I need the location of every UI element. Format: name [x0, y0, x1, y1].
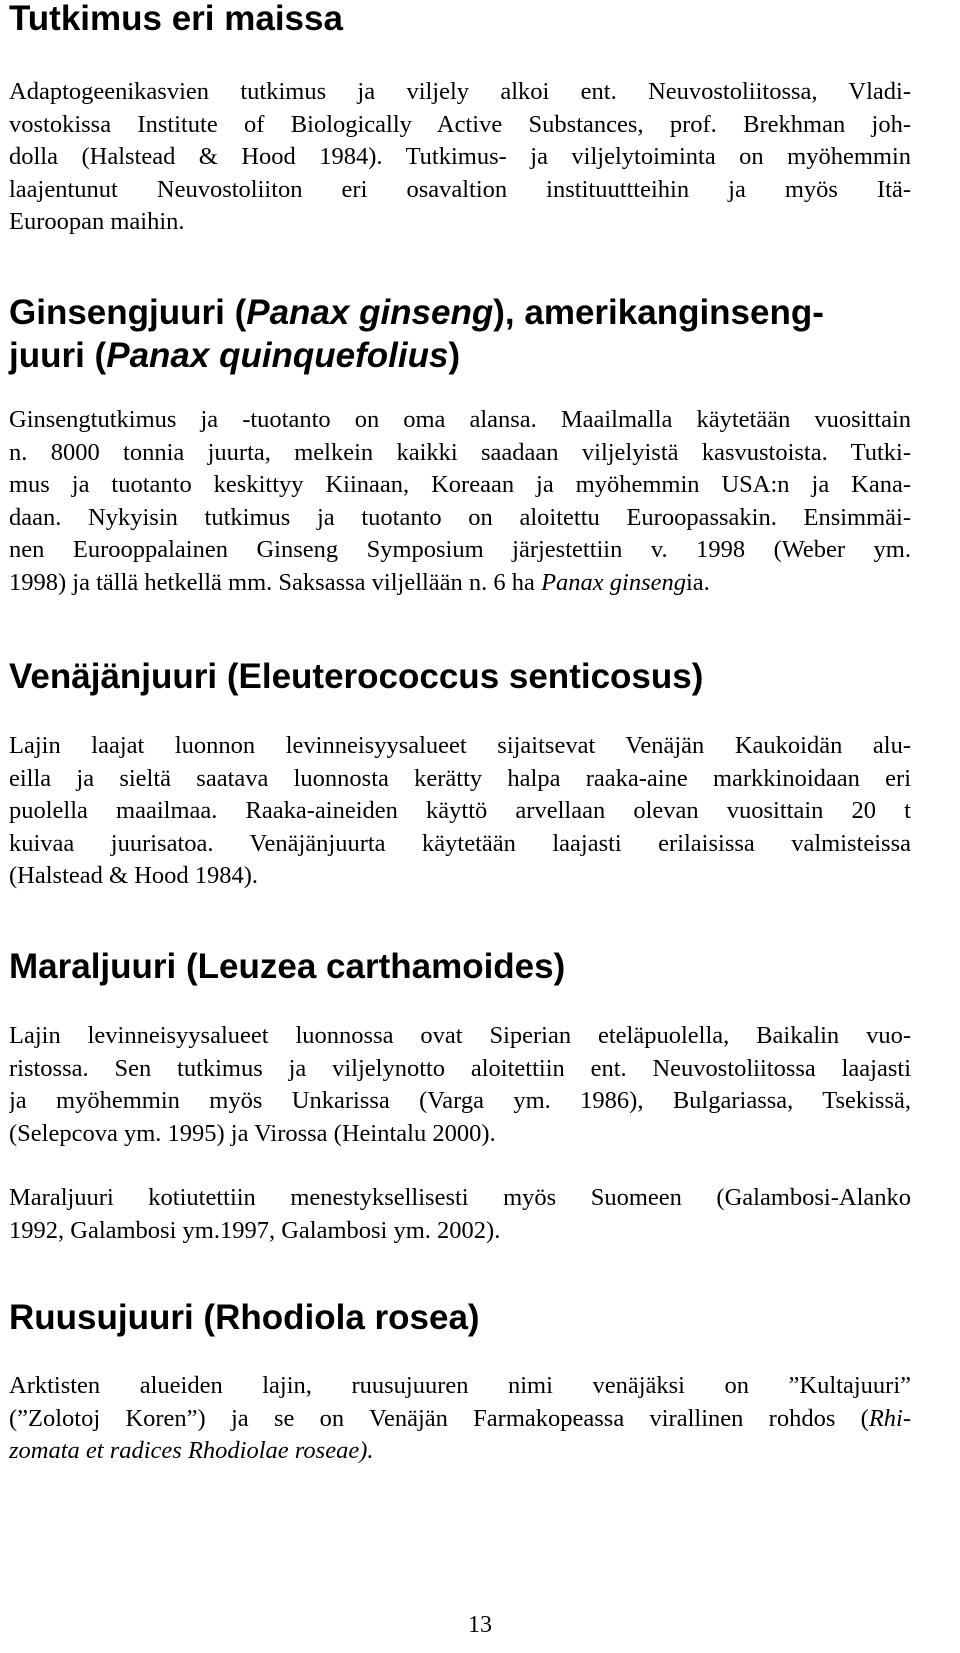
text-line: laajentunut Neuvostoliiton eri osavaltion instituuttteihin ja myös Itä-: [9, 175, 911, 203]
paragraph-maraljuuri-1: [9, 1020, 911, 1150]
text-line: vostokissa Institute of Biologically Active Substances, prof. Brekhman joh-: [9, 110, 911, 138]
text-segment: ia.: [686, 568, 710, 596]
text-line: [9, 567, 911, 600]
text-line: eilla ja sieltä saatava luonnosta kerätty halpa raaka-aine markkinoidaan eri: [9, 764, 911, 792]
text-line: Euroopan maihin.: [9, 208, 185, 235]
text-line: Lajin laajat luonnon levinneisyysalueet sijaitsevat Venäjän Kaukoidän alu-: [9, 732, 911, 759]
paragraph-venajanjuuri: [9, 730, 911, 893]
section-heading-tutkimus: Tutkimus eri maissa: [9, 0, 343, 38]
heading-text: ), amerikanginseng-: [493, 293, 824, 332]
text-line: puolella maailmaa. Raaka-aineiden käyttö arvellaan olevan vuosittain 20 t: [9, 797, 911, 824]
text-line: dolla (Halstead & Hood 1984). Tutkimus- ja viljelytoiminta on myöhemmin: [9, 143, 911, 170]
text-segment: 1998) ja tällä hetkellä mm. Saksassa viljellään n. 6 ha: [9, 568, 542, 596]
text-line: Ginsengtutkimus ja -tuotanto on oma alansa. Maailmalla käytetään vuosittain: [9, 406, 911, 433]
text-line: Lajin levinneisyysalueet luonnossa ovat Siperian eteläpuolella, Baikalin vuo-: [9, 1022, 911, 1049]
section-heading-venajanjuuri: Venäjänjuuri (Eleuterococcus senticosus): [9, 657, 704, 696]
heading-text: Ginsengjuuri (: [9, 293, 247, 332]
text-line: n. 8000 tonnia juurta, melkein kaikki saadaan viljelyistä kasvustoista. Tutki-: [9, 438, 911, 466]
text-line: ja myöhemmin myös Unkarissa (Varga ym. 1986), Bulgariassa, Tsekissä,: [9, 1087, 911, 1114]
text-line: (Selepcova ym. 1995) ja Virossa (Heintalu 2000).: [9, 1119, 496, 1147]
heading-italic-text: Panax ginseng: [246, 293, 494, 332]
text-line: (Halstead & Hood 1984).: [9, 862, 259, 889]
text-line: mus ja tuotanto keskittyy Kiinaan, Koreaan ja myöhemmin USA:n ja Kana-: [9, 471, 911, 498]
page-number: 13: [468, 1612, 492, 1638]
text-line: Arktisten alueiden lajin, ruusujuuren nimi venäjäksi on ”Kultajuuri”: [9, 1372, 911, 1399]
text-line: ristossa. Sen tutkimus ja viljelynotto aloitettiin ent. Neuvostoliitossa laajasti: [9, 1054, 911, 1082]
text-line: [9, 1403, 911, 1436]
text-line: Adaptogeenikasvien tutkimus ja viljely alkoi ent. Neuvostoliitossa, Vladi-: [9, 78, 911, 105]
heading-text: juuri (: [9, 336, 107, 375]
text-line: [9, 1435, 911, 1468]
text-line: kuivaa juurisatoa. Venäjänjuurta käytetään laajasti erilaisissa valmisteissa: [9, 829, 911, 857]
section-heading-maraljuuri: Maraljuuri (Leuzea carthamoides): [9, 947, 566, 986]
paragraph-ruusujuuri: [9, 1370, 911, 1468]
text-line: Maraljuuri kotiutettiin menestyksellisesti myös Suomeen (Galambosi-Alanko: [9, 1184, 911, 1211]
section-heading-ruusujuuri: Ruusujuuri (Rhodiola rosea): [9, 1298, 480, 1337]
paragraph-ginsengjuuri: [9, 404, 911, 599]
heading-italic-text: Panax quinquefolius: [106, 336, 449, 375]
heading-text: ): [448, 336, 461, 375]
paragraph-tutkimus: [9, 76, 911, 239]
text-line: 1992, Galambosi ym.1997, Galambosi ym. 2002).: [9, 1216, 501, 1244]
text-segment: (”Zolotoj Koren”) ja se on Venäjän Farmakopeassa virallinen rohdos (: [9, 1404, 869, 1432]
paragraph-maraljuuri-2: [9, 1182, 911, 1247]
text-line: nen Eurooppalainen Ginseng Symposium järjestettiin v. 1998 (Weber ym.: [9, 536, 911, 563]
italic-text-segment: Rhi-: [868, 1404, 911, 1432]
text-line: daan. Nykyisin tutkimus ja tuotanto on aloitettu Euroopassakin. Ensimmäi-: [9, 503, 911, 531]
italic-text-segment: Panax ginseng: [541, 568, 686, 596]
section-heading-ginsengjuuri-line2: [9, 331, 460, 381]
italic-text-segment: zomata et radices Rhodiolae roseae).: [9, 1437, 374, 1464]
